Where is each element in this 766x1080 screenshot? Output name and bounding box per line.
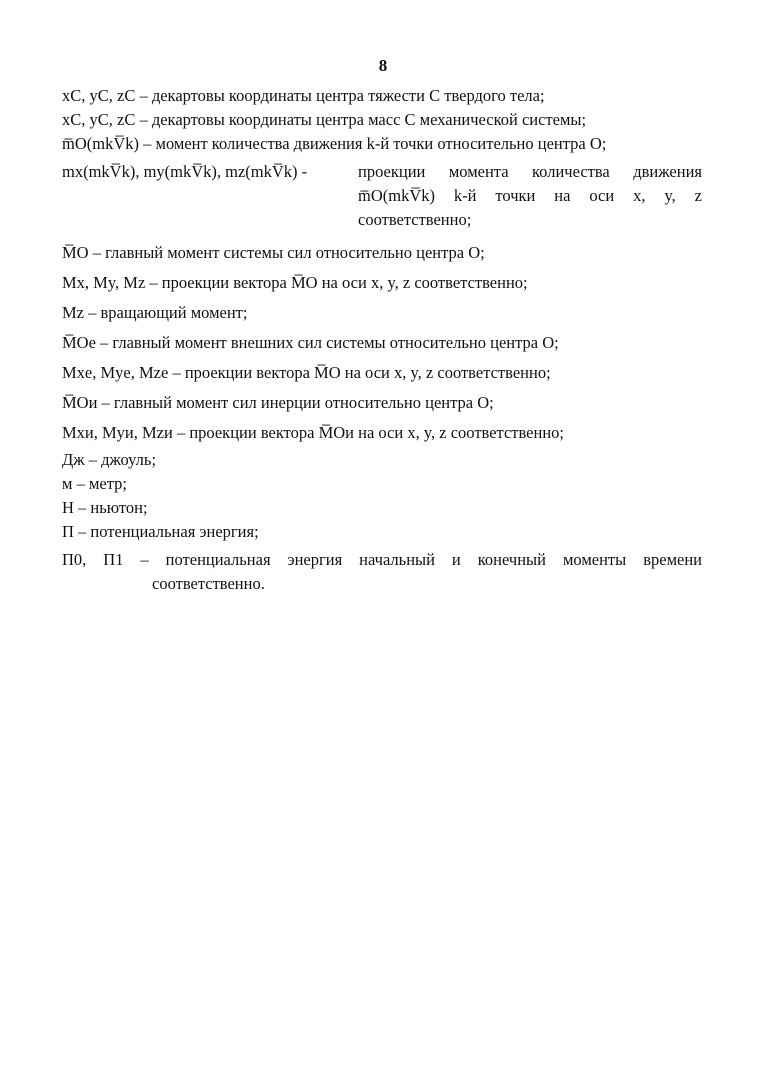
definition-line-2: m̅O(mkV̅k) k-й точки на оси x, y, z — [358, 186, 702, 205]
symbol: П — [62, 522, 74, 541]
symbol: м — [62, 474, 73, 493]
definition-line-1: П0, П1 – потенциальная энергия начальный и конечный моменты времени — [62, 550, 702, 569]
symbol: M̅Oe — [62, 333, 96, 352]
symbol: Mx, My, Mz — [62, 273, 146, 292]
definition-line-1: проекции момента количества движения — [358, 162, 702, 181]
symbol: Дж — [62, 450, 85, 469]
notation-line-7 — [62, 328, 702, 358]
definition: – проекции вектора M̅O на оси x, y, z соответственно; — [168, 363, 551, 382]
symbol: M̅Oи — [62, 393, 98, 412]
definition: – декартовы координаты центра масс C механической системы; — [135, 110, 587, 129]
definition: – главный момент системы сил относительно центра O; — [88, 243, 485, 262]
definition: – джоуль; — [84, 450, 157, 469]
definition: – проекции вектора M̅O на оси x, y, z соответственно; — [145, 273, 528, 292]
symbol: m̅O(mkV̅k) — [62, 134, 139, 153]
definition: – декартовы координаты центра тяжести C твердого тела; — [135, 86, 545, 105]
symbol: Mxe, Mye, Mze — [62, 363, 169, 382]
symbol: xC, yC, zC — [62, 86, 136, 105]
notation-line-13 — [62, 496, 702, 520]
definition: – потенциальная энергия; — [73, 522, 259, 541]
definition: – проекции вектора M̅Oи на оси x, y, z соответственно; — [172, 423, 565, 442]
notation-line-8 — [62, 358, 702, 388]
notation-line-1 — [62, 84, 702, 108]
notation-line-4 — [62, 238, 702, 268]
symbol: Mz — [62, 303, 84, 322]
definition: – главный момент внешних сил системы относительно центра O; — [95, 333, 559, 352]
symbol: xC, yC, zC — [62, 110, 136, 129]
notation-line-12 — [62, 472, 702, 496]
notation-line-6 — [62, 298, 702, 328]
definition: – вращающий момент; — [84, 303, 248, 322]
definition-line-2: соответственно. — [152, 574, 265, 593]
definition: – главный момент сил инерции относительно центра O; — [97, 393, 494, 412]
notation-line-14 — [62, 520, 702, 544]
page-number: 8 — [378, 56, 388, 75]
definition-line-3: соответственно; — [358, 210, 472, 229]
notation-line-9 — [62, 388, 702, 418]
notation-projections — [62, 160, 702, 238]
notation-last — [62, 548, 702, 596]
notation-line-5 — [62, 268, 702, 298]
notation-line-3 — [62, 132, 702, 156]
symbol: Н — [62, 498, 74, 517]
notation-line-2 — [62, 108, 702, 132]
notation-list — [62, 84, 702, 596]
notation-line-10 — [62, 418, 702, 448]
definition: – момент количества движения k-й точки относительно центра O; — [139, 134, 607, 153]
symbol: M̅O — [62, 243, 89, 262]
definition: – ньютон; — [73, 498, 148, 517]
symbol: mx(mkV̅k), my(mkV̅k), mz(mkV̅k) - — [62, 162, 308, 181]
definition — [358, 160, 702, 232]
notation-line-11 — [62, 448, 702, 472]
definition: – метр; — [72, 474, 127, 493]
symbol: Mxи, Myи, Mzи — [62, 423, 173, 442]
